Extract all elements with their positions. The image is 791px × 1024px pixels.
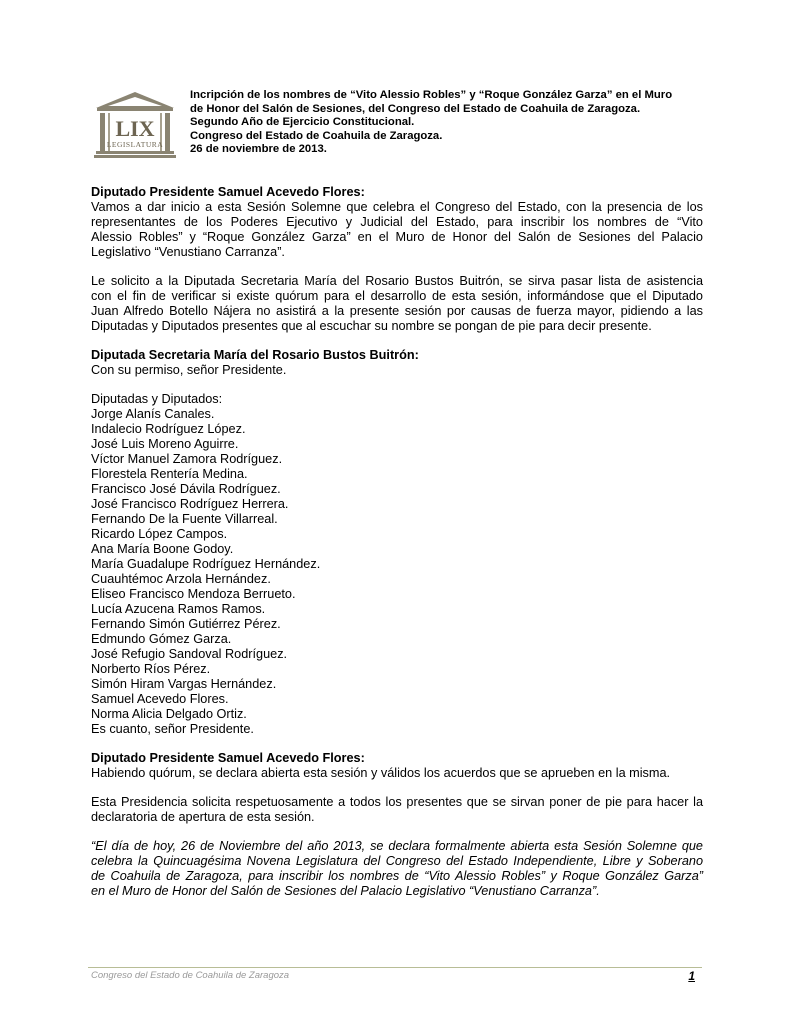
text-line: con el fin de verificar si existe quórum para el desarrollo de esta sesión, informándose que el Diputado: [91, 289, 703, 303]
list-item: Fernando Simón Gutiérrez Pérez.: [91, 617, 281, 631]
list-item: Florestela Rentería Medina.: [91, 467, 248, 481]
paragraph: [91, 200, 703, 260]
roll-closing: Es cuanto, señor Presidente.: [91, 722, 254, 736]
header-line: Congreso del Estado de Coahuila de Zaragoza.: [190, 129, 443, 142]
text-line: Legislativo “Venustiano Carranza”.: [91, 245, 285, 259]
list-item: Eliseo Francisco Mendoza Berrueto.: [91, 587, 296, 601]
list-item: Víctor Manuel Zamora Rodríguez.: [91, 452, 283, 466]
roll-call-list: [91, 407, 703, 722]
text-line: Juan Alfredo Botello Nájera no asistirá a la presente sesión por causas de fuerza mayor, pidiendo a las: [91, 304, 703, 318]
list-item: Cuauhtémoc Arzola Hernández.: [91, 572, 271, 586]
list-item: Francisco José Dávila Rodríguez.: [91, 482, 281, 496]
list-item: José Francisco Rodríguez Herrera.: [91, 497, 289, 511]
text-line: celebra la Quincuagésima Novena Legislatura del Congreso del Estado Independiente, Libre y Soberano: [91, 854, 703, 868]
list-item: Norma Alicia Delgado Ortiz.: [91, 707, 247, 721]
footer-text: Congreso del Estado de Coahuila de Zaragoza: [91, 970, 290, 981]
list-item: Indalecio Rodríguez López.: [91, 422, 246, 436]
text-line: Diputadas y Diputados presentes que al escuchar su nombre se pongan de pie para decir presente.: [91, 319, 652, 333]
text-line: “El día de hoy, 26 de Noviembre del año 2013, se declara formalmente abierta esta Sesión Solemne que: [91, 839, 703, 853]
list-item: Samuel Acevedo Flores.: [91, 692, 229, 706]
list-item: Edmundo Gómez Garza.: [91, 632, 232, 646]
paragraph: Habiendo quórum, se declara abierta esta sesión y válidos los acuerdos que se aprueben en la misma.: [91, 766, 671, 780]
list-item: Simón Hiram Vargas Hernández.: [91, 677, 277, 691]
speaker-heading: Diputado Presidente Samuel Acevedo Flores:: [91, 751, 365, 765]
page-number: 1: [688, 969, 695, 983]
text-line: de Coahuila de Zaragoza, para inscribir los nombres de “Vito Alessio Robles” y Roque González Garza”: [91, 869, 703, 883]
legislature-logo: [94, 90, 176, 158]
legislature-emblem-icon: [94, 90, 176, 158]
list-item: María Guadalupe Rodríguez Hernández.: [91, 557, 321, 571]
list-item: Ana María Boone Godoy.: [91, 542, 234, 556]
paragraph: [91, 274, 703, 334]
speaker-heading: Diputado Presidente Samuel Acevedo Flores:: [91, 185, 365, 199]
text-line: Le solicito a la Diputada Secretaria María del Rosario Bustos Buitrón, se sirva pasar lista de asistencia: [91, 274, 703, 288]
speaker-heading: Diputada Secretaria María del Rosario Bustos Buitrón:: [91, 348, 419, 362]
header-line: Segundo Año de Ejercicio Constitucional.: [190, 116, 415, 129]
list-item: Jorge Alanís Canales.: [91, 407, 215, 421]
document-body: [91, 185, 703, 899]
paragraph: [91, 795, 703, 825]
logo-subtext: LEGISLATURA: [106, 140, 164, 149]
header-line: de Honor del Salón de Sesiones, del Congreso del Estado de Coahuila de Zaragoza.: [190, 102, 641, 115]
header-line: 26 de noviembre de 2013.: [190, 143, 327, 156]
declaration-quote: [91, 839, 703, 899]
list-item: Ricardo López Campos.: [91, 527, 228, 541]
text-line: Esta Presidencia solicita respetuosamente a todos los presentes que se sirvan poner de pie para hacer la: [91, 795, 703, 809]
list-item: José Luis Moreno Aguirre.: [91, 437, 239, 451]
document-header: [190, 89, 710, 157]
text-line: en el Muro de Honor del Salón de Sesiones del Palacio Legislativo “Venustiano Carranza”.: [91, 884, 600, 898]
list-item: Lucía Azucena Ramos Ramos.: [91, 602, 266, 616]
text-line: representantes de los Poderes Ejecutivo y Judicial del Estado, para inscribir los nombres de “Vito: [91, 215, 703, 229]
text-line: Vamos a dar inicio a esta Sesión Solemne que celebra el Congreso del Estado, con la presencia de los: [91, 200, 703, 214]
list-item: José Refugio Sandoval Rodríguez.: [91, 647, 288, 661]
list-item: Norberto Ríos Pérez.: [91, 662, 211, 676]
logo-letters: LIX: [115, 116, 155, 141]
footer-rule: [88, 967, 702, 968]
list-item: Fernando De la Fuente Villarreal.: [91, 512, 278, 526]
roll-heading: Diputadas y Diputados:: [91, 392, 223, 406]
header-line: Incripción de los nombres de “Vito Alessio Robles” y “Roque González Garza” en el Muro: [190, 89, 673, 101]
text-line: Alessio Robles” y “Roque González Garza” en el Muro de Honor del Salón de Sesiones del Palacio: [91, 230, 703, 244]
paragraph: Con su permiso, señor Presidente.: [91, 363, 287, 377]
text-line: declaratoria de apertura de esta sesión.: [91, 810, 315, 824]
